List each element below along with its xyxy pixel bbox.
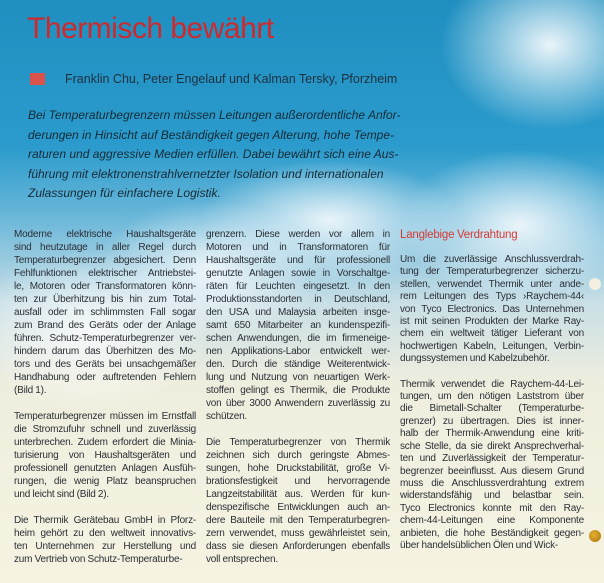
text-line: Handhabung oder auftretenden Fehlern — [14, 372, 196, 383]
text-line: dass sie diesen Anforderungen ebenfalls — [206, 541, 390, 552]
text-line: Die Temperaturbegrenzer von Thermik — [206, 437, 390, 448]
white-dot-mark — [589, 278, 601, 290]
intro-line: Zulassungen für einfachere Logistik. — [28, 186, 221, 201]
text-line: widerstandsfähig und belastbar sein. — [400, 490, 584, 502]
text-line: führen. Schutz-Temperaturbegrenzer ver- — [14, 333, 196, 344]
author-line — [30, 72, 397, 86]
text-line: dere Bauteile mit den Temperaturbegren- — [206, 515, 390, 526]
text-column-1 — [14, 228, 196, 579]
intro-line: Bei Temperaturbegrenzern müssen Leitungen außerordentliche Anfor- — [28, 108, 401, 122]
gold-dot-mark — [589, 530, 601, 542]
text-line: brationsfestigkeit und hervorragende — [206, 476, 390, 487]
text-line: Fehlfunktionen elektrischer Antriebstei- — [14, 268, 196, 279]
paragraph — [14, 228, 196, 397]
text-line: von über 3000 Anwendern zuverlässig zu — [206, 398, 390, 409]
text-line: sind heutzutage in aller Regel durch — [14, 242, 196, 253]
text-line: genutzte Anlagen sowie in Vorschaltge- — [206, 268, 390, 279]
text-line: halb der Thermik-Anwendung eine kriti- — [400, 428, 584, 440]
text-line: muss die Anschlussverdrahtung extrem — [400, 477, 584, 489]
text-line: voll entsprechen. — [206, 554, 278, 565]
text-line: anbieten, die hohe Beständigkeit gegen- — [400, 527, 584, 539]
text-column-2 — [206, 228, 390, 579]
text-line: grenzern. Diese werden vor allem in — [206, 229, 390, 240]
text-line: von Tyco Electronics. Das Unternehmen — [400, 303, 584, 315]
text-line: ist mit seinen Produkten der Marke Ray- — [400, 316, 584, 328]
text-line: schen Anwendungen, die im firmeneige- — [206, 333, 390, 344]
text-line: turisierung von Haushaltsgeräten und — [14, 450, 196, 461]
text-line: zeichnen sich durch geringste Abmes- — [206, 450, 390, 461]
text-line: Langzeitstabilität aus. Werden für kun- — [206, 489, 390, 500]
intro-line: führung mit elektronenstrahlvernetzter Isolation und internationalen — [28, 166, 384, 181]
text-column-3 — [400, 229, 584, 565]
paragraph — [14, 514, 196, 566]
text-line: tung der Temperaturbegrenzer sicherzu- — [400, 266, 584, 278]
text-line: Produktionsstandorten in Deutschland, — [206, 294, 390, 305]
text-line: Die Thermik Gerätebau GmbH in Pforz- — [14, 515, 196, 526]
section-heading: Langlebige Verdrahtung — [400, 229, 518, 241]
text-line: grenzer) zu übertragen. Dies ist inner- — [400, 415, 584, 427]
text-line: begrenzer beeinflusst. Aus diesem Grund — [400, 465, 584, 477]
text-line: zum Brand des Geräts oder der Anlage — [14, 320, 196, 331]
text-line: den USA und Malaysia arbeiten insge- — [206, 307, 390, 318]
text-line: Um die zuverlässige Anschlussverdrah- — [400, 254, 584, 265]
text-line: Motoren und in Transformatoren für — [206, 242, 390, 253]
text-line: nen Applikations-Labor entwickelt wer- — [206, 346, 390, 357]
text-line: chem ein weltweit tätiger Lieferant von — [400, 328, 584, 340]
article-title: Thermisch bewährt — [27, 12, 274, 45]
text-line: die Stromzufuhr schnell und zuverlässig — [14, 424, 196, 435]
text-line: den. Durch die ständige Weiterentwick- — [206, 359, 390, 370]
text-line: dungssystemen und Kabelzubehör. — [400, 353, 550, 365]
text-line: unterbrechen. Zudem erfordert die Minia- — [14, 437, 196, 448]
text-line: Tyco Electronics konnte mit den Ray- — [400, 502, 584, 514]
text-line: lung und Nutzung von neuartigen Werk- — [206, 372, 390, 383]
text-line: Haushaltsgeräte und für professionell — [206, 255, 390, 266]
text-line: Temperaturbegrenzer müssen im Ernstfall — [14, 411, 196, 422]
article-intro — [28, 106, 400, 204]
text-line: hindern darum das Überhitzen des Mo- — [14, 346, 196, 357]
paragraph — [400, 254, 584, 366]
paragraph — [206, 436, 390, 566]
text-line: (Bild 1). — [14, 385, 47, 396]
text-line: sungen, hohe Druckstabilität, große Vi- — [206, 463, 390, 474]
text-line: samt 650 Mitarbeiter an kundenspezifi- — [206, 320, 390, 331]
text-line: schützen. — [206, 411, 248, 422]
text-line: chem-44-Leitungen eine Komponente — [400, 515, 584, 527]
text-line: rungen, die wenig Platz beanspruchen — [14, 476, 196, 487]
text-line: le, Motoren oder Transformatoren könn- — [14, 281, 196, 292]
red-square-marker — [30, 73, 45, 85]
text-line: denspezifische Entwicklungen auch an- — [206, 502, 390, 513]
authors: Franklin Chu, Peter Engelauf und Kalman Tersky, Pforzheim — [65, 72, 398, 86]
text-line: Thermik verwendet die Raychem-44-Lei- — [400, 378, 584, 390]
text-line: ausfall oder im schlimmsten Fall sogar — [14, 307, 196, 318]
text-line: hochwertigen Kabeln, Leitungen, Verbin- — [400, 340, 584, 352]
text-line: ten und Zuverlässigkeit der Temperatur- — [400, 453, 584, 465]
text-line: über handelsüblichen Ölen und Wick- — [400, 539, 559, 551]
paragraph — [400, 379, 584, 553]
text-line: zern verwendet, muss gewährleistet sein, — [206, 528, 390, 539]
text-line: die Bimetall-Schalter (Temperaturbe- — [400, 403, 584, 415]
text-line: stoffen gelingt es Thermik, die Produkte — [206, 385, 390, 396]
text-line: zum Vertrieb von Schutz-Temperaturbe- — [14, 554, 183, 565]
text-line: stellen, verwendet Thermik unter ande- — [400, 278, 584, 290]
text-line: und leicht sind (Bild 2). — [14, 489, 109, 500]
text-line: sche Stelle, da sie direkt Ansprechverhal- — [400, 440, 584, 452]
paragraph — [14, 410, 196, 501]
text-line: Temperaturbegrenzer abgesichert. Denn — [14, 255, 196, 266]
text-line: räten für Leuchten eingesetzt. In den — [206, 281, 390, 292]
text-line: rem Leitungen des Typs ›Raychem-44‹ — [400, 291, 584, 303]
text-line: tungen, um den nötigen Laststrom über — [400, 391, 584, 403]
text-line: professionell genutzten Anlagen Ausfüh- — [14, 463, 196, 474]
text-line: ten Unternehmen zur Herstellung und — [14, 541, 196, 552]
text-line: heim gehört zu den weltweit innovativs- — [14, 528, 196, 539]
text-line: Moderne elektrische Haushaltsgeräte — [14, 229, 196, 240]
paragraph — [206, 228, 390, 423]
intro-line: derungen in Hinsicht auf Beständigkeit gegen Alterung, hohe Tempe- — [28, 127, 395, 142]
text-line: tors und des Geräts bei unsachgemäßer — [14, 359, 196, 370]
intro-line: raturen und aggressive Medien erfüllen. Dabei bewährt sich eine Aus- — [28, 147, 399, 162]
text-line: ten zur Überhitzung bis hin zum Total- — [14, 294, 196, 305]
